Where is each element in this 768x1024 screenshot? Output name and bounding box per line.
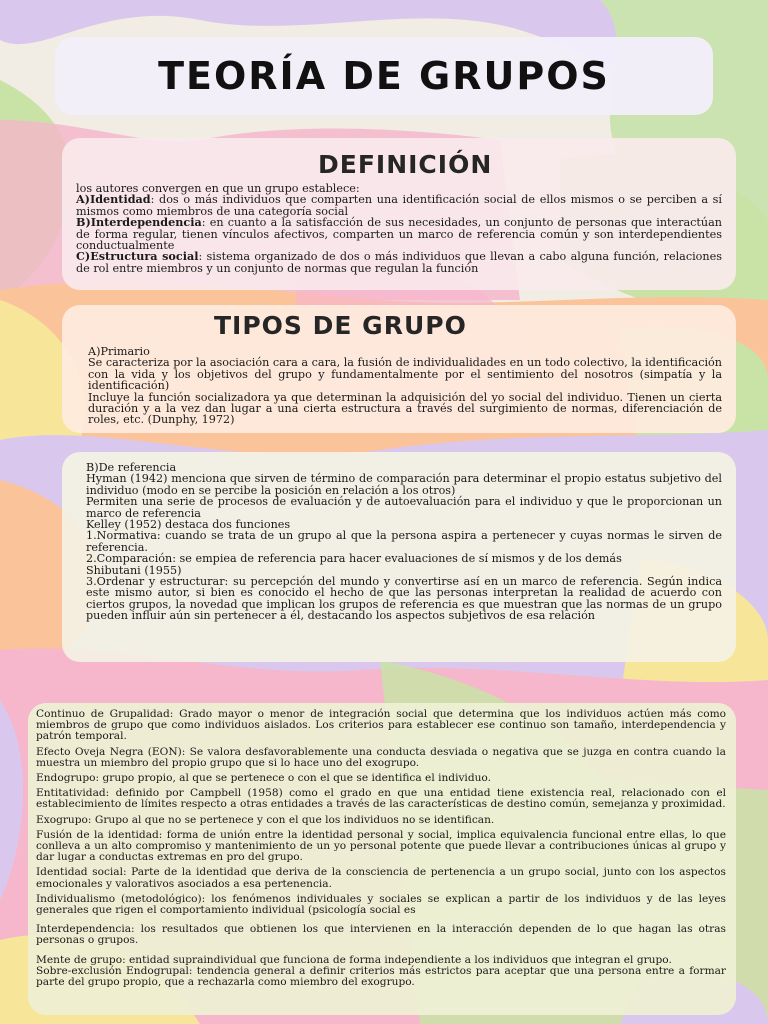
primario-p1: Se caracteriza por la asociación cara a cara, la fusión de individualidades en un todo colectivo, la identificación con la vida y los objetivos del grupo y fundamentalmente por el sentimiento del nosotros (simpatía y la identificación) bbox=[88, 356, 722, 393]
referencia-line: Kelley (1952) destaca dos funciones bbox=[86, 518, 291, 532]
referencia-line: Permiten una serie de procesos de evaluación y de autoevaluación para el individuo y que le proporcionan un marco de referencia bbox=[86, 495, 722, 520]
glosario-entry: Individualismo (metodológico): los fenómenos individuales y sociales se explican a partir de los individuos y de las leyes generales que rigen el comportamiento individual (psicología social es bbox=[36, 892, 726, 917]
glosario-entry: Identidad social: Parte de la identidad que deriva de la consciencia de pertenencia a un grupo social, junto con los aspectos emocionales y valorativos asociados a esa pertenencia. bbox=[36, 866, 726, 890]
glosario-entry: Sobre-exclusión Endogrupal: tendencia general a definir criterios más estrictos para aceptar que una persona entre a formar parte del grupo propio, que a rechazarla como miembro del exogrupo. bbox=[36, 964, 726, 989]
glosario-entry: Interdependencia: los resultados que obtienen los que intervienen en la interacción dependen de lo que hagan las otras personas o grupos. bbox=[36, 923, 726, 947]
glosario-entry: Entitatividad: definido por Campbell (1958) como el grado en que una entidad tiene existencia real, relacionado con el establecimiento de límites respecto a otras entidades a través de las características de destino común, semejanza y proximidad. bbox=[36, 787, 726, 811]
definicion-intro: los autores convergen en que un grupo establece: bbox=[76, 182, 360, 195]
primario-label: A)Primario bbox=[88, 345, 150, 358]
glosario-entry: Fusión de la identidad: forma de unión entre la identidad personal y social, implica equivalencia funcional entre ellas, lo que conlleva a un alto compromiso y mantenimiento de un yo personal potente que puede llevar a contribuciones únicas al grupo y dar lugar a conductas extremas en pro del grupo. bbox=[36, 828, 726, 864]
text-estructura: : sistema organizado de dos o más individuos que llevan a cabo alguna función, relaciones de rol entre miembros y un conjunto de normas que regulan la función bbox=[76, 250, 722, 275]
term-identidad: A)Identidad bbox=[76, 192, 151, 207]
referencia-line: 2.Comparación: se empiea de referencia para hacer evaluaciones de sí mismos y de los demás bbox=[86, 552, 622, 566]
glosario-entry: Mente de grupo: entidad supraindividual que funciona de forma independiente a los individuos que integran el grupo. bbox=[36, 953, 672, 966]
referencia-label: B)De referencia bbox=[86, 461, 177, 474]
text-interdependencia: : en cuanto a la satisfacción de sus necesidades, un conjunto de personas que interactúan de forma regular, tienen vínculos afectivos, comparten un marco de referencia común y son interdependientes conductualmente bbox=[76, 216, 722, 253]
definicion-card bbox=[62, 138, 736, 290]
definicion-heading: DEFINICIÓN bbox=[318, 150, 493, 179]
referencia-body bbox=[86, 462, 722, 622]
glosario-entry: Exogrupo: Grupo al que no se pertenece y con el que los individuos no se identifican. bbox=[36, 813, 495, 826]
glosario-entry: Efecto Oveja Negra (EON): Se valora desfavorablemente una conducta desviada o negativa que se juzga en contra cuando la muestra un miembro del propio grupo que si lo hace uno del exogrupo. bbox=[36, 745, 726, 769]
referencia-line: Shibutani (1955) bbox=[86, 563, 182, 577]
referencia-card bbox=[62, 452, 736, 662]
definicion-body bbox=[76, 183, 722, 274]
glosario-entry: Endogrupo: grupo propio, al que se pertenece o con el que se identifica el individuo. bbox=[36, 772, 491, 785]
glosario-card bbox=[28, 703, 736, 1015]
referencia-line: 1.Normativa: cuando se trata de un grupo al que la persona aspira a pertenecer y cuyas normas le sirven de referencia. bbox=[86, 529, 722, 554]
definicion-item-interdependencia bbox=[76, 217, 722, 251]
text-identidad: : dos o más individuos que comparten una identificación social de ellos mismos o se perciben a sí mismos como miembros de una categoría social bbox=[76, 193, 722, 218]
referencia-line: Hyman (1942) menciona que sirven de término de comparación para determinar el propio estatus subjetivo del individuo (modo en se percibe la posición en relación a los otros) bbox=[86, 472, 722, 497]
term-estructura: C)Estructura social bbox=[76, 249, 199, 264]
title-card bbox=[55, 37, 713, 115]
glosario-entry: Continuo de Grupalidad: Grado mayor o menor de integración social que determina que los individuos actúen más como miembros de grupo que como individuos aislados. Los criterios para establecer ese continuo son tamaño, interdependencia y patrón temporal. bbox=[36, 708, 726, 743]
referencia-line: 3.Ordenar y estructurar: su percepción del mundo y convertirse así en un marco de referencia. Según indica este mismo autor, si bien es conocido el hecho de que las personas interpretan la realidad de acuerdo con ciertos grupos, la novedad que implican los grupos de referencia es que muestran que las normas de un grupo pueden influir aún sin pertenecer a él, destacando los aspectos subjetivos de esa relación bbox=[86, 575, 722, 623]
tipos-heading: TIPOS DE GRUPO bbox=[214, 311, 467, 340]
primario-body bbox=[88, 346, 722, 426]
term-interdependencia: B)Interdependencia bbox=[76, 215, 202, 230]
tipos-card bbox=[62, 305, 736, 433]
definicion-item-estructura bbox=[76, 251, 722, 274]
primario-p2: Incluye la función socializadora ya que determinan la adquisición del yo social del individuo. Tienen un cierta duración y a la vez dan lugar a una cierta estructura a través del surgimiento de normas, diferenciación de roles, etc. (Dunphy, 1972) bbox=[88, 390, 722, 427]
definicion-item-identidad bbox=[76, 194, 722, 217]
page-title: TEORÍA DE GRUPOS bbox=[158, 54, 610, 98]
